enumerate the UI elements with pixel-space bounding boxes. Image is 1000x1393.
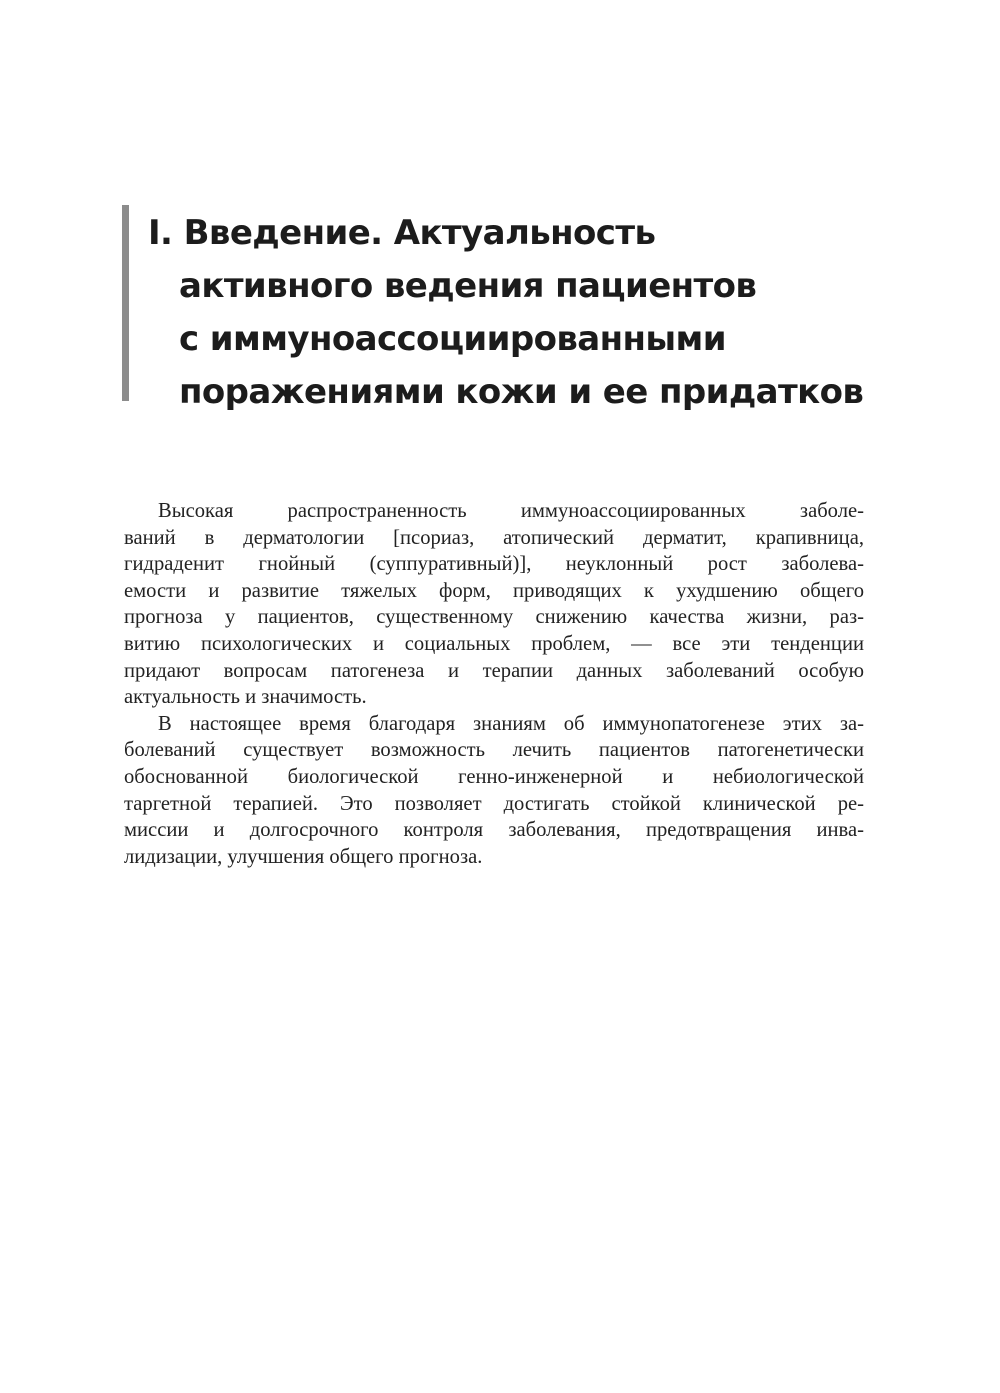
text-line: витию психологических и социальных проблем, — все эти тенденции xyxy=(124,632,864,655)
body-text xyxy=(124,498,864,870)
text-line: гидраденит гнойный (суппуративный)], неуклонный рост заболева- xyxy=(124,553,864,576)
chapter-title-line: с иммуноассоциированными xyxy=(179,319,726,359)
chapter-title-line: активного ведения пациентов xyxy=(179,266,757,306)
chapter-title xyxy=(148,207,863,419)
text-line: ваний в дерматологии [псориаз, атопический дерматит, крапивница, xyxy=(124,526,864,549)
chapter-title-line: поражениями кожи и ее придатков xyxy=(179,372,864,412)
text-line: актуальность и значимость. xyxy=(124,686,367,709)
text-line: обоснованной биологической генно-инженерной и небиологической xyxy=(124,765,864,788)
text-line: емости и развитие тяжелых форм, приводящих к ухудшению общего xyxy=(124,579,864,602)
paragraph xyxy=(124,711,864,871)
text-line: придают вопросам патогенеза и терапии данных заболеваний особую xyxy=(124,659,864,682)
heading-accent-bar xyxy=(122,205,129,401)
text-line: прогноза у пациентов, существенному снижению качества жизни, раз- xyxy=(124,606,864,629)
text-line: болеваний существует возможность лечить пациентов патогенетически xyxy=(124,739,864,762)
paragraph xyxy=(124,498,864,711)
text-line: Высокая распространенность иммуноассоциированных заболе- xyxy=(158,500,864,522)
chapter-heading xyxy=(122,205,882,412)
chapter-title-line: I. Введение. Актуальность xyxy=(148,213,656,253)
text-line: миссии и долгосрочного контроля заболевания, предотвращения инва- xyxy=(124,819,864,842)
text-line: таргетной терапией. Это позволяет достигать стойкой клинической ре- xyxy=(124,792,864,815)
text-line: лидизации, улучшения общего прогноза. xyxy=(124,845,483,868)
text-line: В настоящее время благодаря знаниям об иммунопатогенезе этих за- xyxy=(158,712,864,735)
